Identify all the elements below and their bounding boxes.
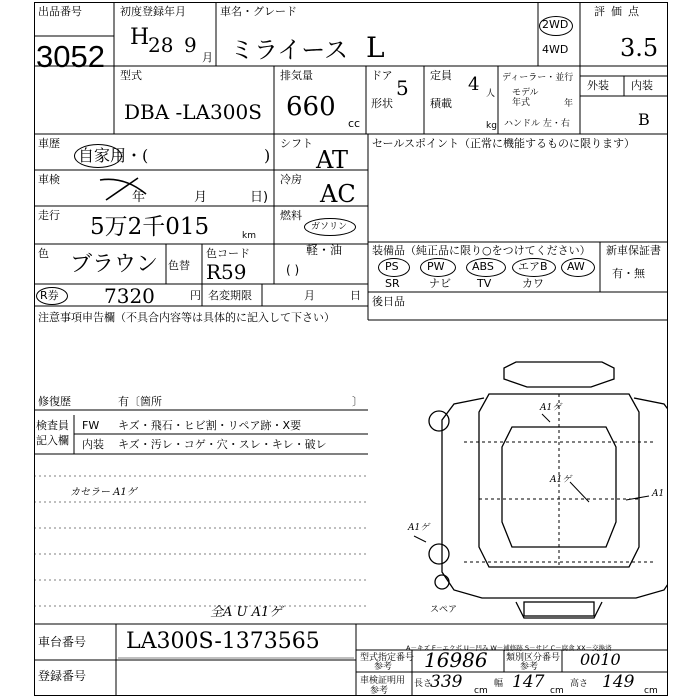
type-value: DBA -LA300S — [124, 100, 262, 124]
interior-label: 内装 — [631, 79, 653, 92]
history-value: 自家用・( — [78, 146, 149, 165]
capacity-value: 4 — [468, 74, 480, 95]
inspection-year-unit: 年 — [132, 190, 146, 205]
dealer-label: ディーラー・並行 — [502, 73, 574, 83]
inspector-note-lines — [34, 456, 368, 624]
inspection-month-unit: 月 — [194, 190, 208, 205]
registration-label: 登録番号 — [38, 669, 87, 683]
repair-label: 修復歴 — [38, 395, 71, 408]
class-num-value: 0010 — [580, 650, 621, 669]
inspector-int-text: キズ・汚レ・コゲ・穴・スレ・キレ・破レ — [118, 438, 327, 451]
notes-label: 注意事項申告欄（不具合内容等は具体的に記入して下さい） — [38, 311, 335, 324]
mark-roof: A1ゲ — [550, 475, 572, 485]
lot-number: 3052 — [36, 39, 105, 74]
equipment-label: 装備品（純正品に限り○をつけてください） — [372, 244, 591, 257]
shape-label: 形状 — [371, 97, 393, 110]
model-grade: L — [366, 31, 385, 64]
equip-sr: SR — [385, 277, 400, 290]
cert-ref-ref: 参考 — [370, 686, 389, 696]
shift-value: AT — [316, 146, 349, 174]
auction-sheet — [34, 2, 668, 696]
drive-2wd: 2WD — [542, 18, 569, 31]
rating-score: 3.5 — [620, 34, 659, 62]
height-label: 高さ — [570, 679, 589, 689]
height-unit: cm — [644, 686, 658, 696]
repair-close: 〕 — [352, 395, 363, 408]
car-damage-diagram — [442, 362, 668, 618]
inspector-int-label: 内装 — [82, 438, 104, 451]
equip-pw: PW — [427, 260, 445, 273]
vin-value: LA300S-1373565 — [126, 629, 320, 654]
inspector-note-2: 全A U A1ゲ — [210, 605, 283, 620]
load-unit: kg — [486, 121, 497, 131]
wheel-front-left — [429, 411, 449, 431]
fuel-gasoline: ガソリン — [311, 222, 348, 232]
rename-label: 名変期限 — [208, 289, 252, 302]
model-year-label: モデル年式 — [512, 88, 539, 108]
length-unit: cm — [474, 686, 488, 696]
recycle-amount: 7320 — [104, 284, 155, 308]
drive-4wd: 4WD — [542, 43, 569, 56]
type-cert-value: 16986 — [424, 648, 488, 672]
length-value: 339 — [430, 672, 463, 692]
displacement-unit: cc — [348, 117, 361, 130]
history-paren-close: ) — [264, 146, 271, 165]
fuel-diesel: 軽・油 — [306, 243, 343, 257]
equip-leather: カワ — [522, 277, 544, 290]
mileage-label: 走行 — [38, 209, 60, 222]
warranty-value: 有・無 — [612, 267, 645, 280]
type-label: 型式 — [120, 69, 142, 82]
color-code-label: 色コード — [206, 247, 250, 260]
mark-left: A1ゲ — [408, 523, 430, 533]
capacity-unit: 人 — [486, 89, 496, 99]
inspector-fw-text: キズ・飛石・ヒビ割・リペア跡・X要 — [118, 419, 302, 432]
width-value: 147 — [512, 672, 545, 692]
equip-navi: ナビ — [429, 277, 451, 290]
handle-label: ハンドル 左・右 — [504, 119, 570, 129]
color-label: 色 — [38, 247, 49, 260]
capacity-label: 定員 — [430, 69, 452, 82]
vin-label: 車台番号 — [38, 635, 87, 649]
rename-day-unit: 日 — [350, 289, 361, 302]
length-label: 長さ — [414, 679, 433, 689]
interior-score: B — [638, 110, 650, 129]
width-label: 幅 — [494, 679, 504, 689]
first-registration-month: 9 — [184, 33, 197, 57]
displacement-label: 排気量 — [280, 69, 313, 82]
wheel-rear-left — [429, 544, 449, 564]
exterior-label: 外装 — [587, 79, 609, 92]
inspection-day-unit: 日) — [250, 190, 269, 205]
recycle-label: R券 — [40, 289, 59, 302]
inspection-label: 車検 — [38, 173, 60, 186]
mileage-value: 5万2千015 — [90, 214, 210, 240]
inspector-fw-label: FW — [82, 419, 100, 432]
equip-airbag: エアB — [518, 260, 548, 273]
width-unit: cm — [550, 686, 564, 696]
lot-label: 出品番号 — [38, 5, 82, 18]
history-label: 車歴 — [38, 137, 60, 150]
first-registration-year: 28 — [148, 33, 174, 57]
color-code: R59 — [206, 260, 247, 284]
first-registration-month-unit: 月 — [202, 51, 213, 64]
first-registration-era: H — [130, 25, 150, 50]
damage-legend: A－キズ E－エクボ U－凹み W－補修跡 S－サビ C－腐食 XX－交換済 — [406, 644, 612, 652]
load-label: 積載 — [430, 97, 452, 110]
doors-label: ドア — [371, 69, 393, 82]
spare-tire — [435, 575, 449, 589]
aftermarket-label: 後日品 — [372, 295, 405, 308]
doors-value: 5 — [396, 76, 409, 100]
fuel-label: 燃料 — [280, 209, 302, 222]
color-value: ブラウン — [70, 252, 159, 277]
equip-tv: TV — [477, 277, 492, 290]
fuel-paren: ( ) — [286, 263, 300, 277]
model-name: ミライース — [230, 36, 349, 64]
mileage-unit: km — [242, 231, 256, 241]
inspector-note-1: カセラー A1ゲ — [70, 487, 137, 498]
cert-ref-label: 車検証明用 — [360, 676, 406, 686]
type-cert-ref: 参考 — [374, 662, 393, 672]
aircon-value: AC — [320, 180, 356, 208]
warranty-label: 新車保証書 — [606, 244, 661, 257]
equip-ps: PS — [385, 260, 399, 273]
repair-value: 有〔箇所 — [118, 395, 162, 408]
displacement-value: 660 — [286, 92, 336, 122]
class-num-label: 類別区分番号 — [506, 653, 561, 663]
rating-label: 評価点 — [594, 5, 645, 18]
shift-label: シフト — [280, 137, 313, 150]
mark-right: A1 — [652, 489, 665, 499]
first-registration-label: 初度登録年月 — [120, 5, 186, 18]
recycle-unit: 円 — [190, 289, 201, 302]
inspector-label: 検査員記入欄 — [36, 419, 69, 447]
trim-label: 色替 — [168, 259, 190, 272]
mark-hood: A1ゲ — [540, 403, 562, 413]
equip-aw: AW — [567, 260, 585, 273]
model-label: 車名・グレード — [220, 5, 297, 18]
spare-label: スペア — [430, 605, 458, 615]
class-num-ref: 参考 — [520, 662, 539, 672]
inspection-strike — [94, 170, 254, 210]
height-value: 149 — [602, 672, 635, 692]
equip-abs: ABS — [472, 260, 494, 273]
rename-month-unit: 月 — [304, 289, 315, 302]
type-cert-label: 型式指定番号 — [360, 653, 415, 663]
aircon-label: 冷房 — [280, 173, 302, 186]
model-year-unit: 年 — [564, 99, 574, 109]
sales-points-label: セールスポイント（正常に機能するものに限ります） — [372, 137, 636, 150]
